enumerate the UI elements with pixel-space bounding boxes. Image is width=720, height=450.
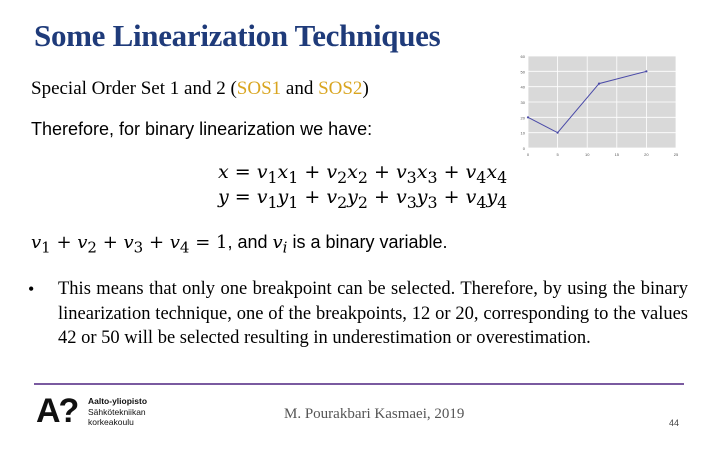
intro-text: Therefore, for binary linearization we have: (31, 119, 373, 139)
logo-line-2: Sähkötekniikan (88, 406, 146, 417)
chart-y-tick-labels (521, 54, 526, 151)
slide-title: Some Linearization Techniques (34, 18, 441, 53)
bullet-icon: • (28, 279, 35, 299)
footer-divider (34, 383, 684, 385)
constraint-line (31, 232, 448, 257)
chart-data-point (598, 83, 600, 85)
chart-x-tick-label: 25 (673, 152, 679, 157)
chart-data-point (527, 116, 529, 118)
chart-x-tick-label: 5 (556, 152, 559, 157)
subtitle-prefix: Special Order Set 1 and 2 ( (31, 78, 237, 99)
chart-y-tick-label: 0 (522, 146, 525, 151)
subtitle (31, 78, 369, 100)
chart-grid (528, 56, 676, 148)
constraint-vi: $v_i$ (272, 232, 288, 257)
chart-y-tick-label: 40 (520, 84, 525, 90)
logo-line-3: korkeakoulu (88, 417, 134, 427)
chart-y-tick-label: 20 (520, 115, 525, 121)
aalto-logo (36, 394, 176, 430)
chart-data-point (557, 132, 559, 134)
chart-x-tick-label: 0 (526, 152, 530, 157)
constraint-math: $v_1 + v_2 + v_3 + v_4 = 1$ (31, 232, 228, 257)
chart-x-tick-labels (527, 152, 679, 157)
chart-data-point (645, 70, 647, 72)
subtitle-sos1: SOS1 (236, 78, 282, 99)
footer-author: M. Pourakbari Kasmaei, 2019 (284, 406, 465, 422)
logo-line-1: Aalto-yliopisto (88, 396, 148, 406)
piecewise-line-chart (514, 52, 682, 160)
chart-y-tick-label: 50 (520, 69, 525, 75)
equation-x: $x = v_1x_1 + v_2x_2 + v_3x_3 + v_4x_4$ (218, 161, 508, 187)
subtitle-suffix: ) (362, 78, 369, 99)
logo-text (88, 396, 147, 428)
chart-x-tick-label: 20 (644, 152, 649, 157)
chart-y-tick-label: 30 (520, 100, 525, 105)
bullet-text: This means that only one breakpoint can be selected. Therefore, by using the binary linearization technique, one of the breakpoints, 12 or 20, corresponding to the values 42 or 50 will be selected resulting in underestimation or overestimation. (58, 279, 688, 348)
chart-y-tick-label: 10 (520, 130, 525, 136)
subtitle-sos2: SOS2 (318, 78, 363, 99)
equation-y: $y = v_1y_1 + v_2y_2 + v_3y_3 + v_4y_4$ (218, 186, 508, 212)
chart-y-tick-label: 60 (520, 54, 525, 59)
chart-x-tick-label: 10 (584, 152, 590, 157)
constraint-tail: is a binary variable. (287, 232, 448, 252)
constraint-and: , and (227, 232, 273, 252)
page-number: 44 (669, 418, 680, 428)
logo-mark: A? (36, 392, 78, 430)
subtitle-mid: and (281, 78, 319, 99)
bullet-point (28, 277, 688, 351)
chart-x-tick-label: 15 (614, 152, 620, 157)
